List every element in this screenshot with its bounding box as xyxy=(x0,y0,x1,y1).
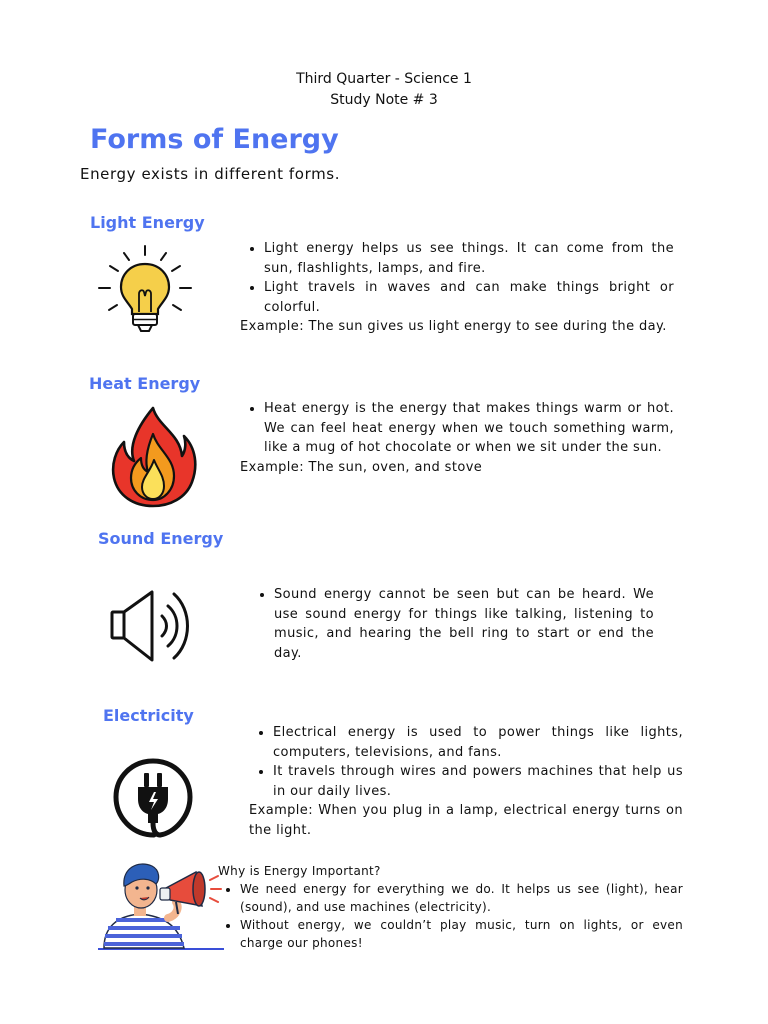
section-heading-heat: Heat Energy xyxy=(89,374,201,393)
page-title: Forms of Energy xyxy=(90,124,339,155)
example-text: Example: When you plug in a lamp, electrical energy turns on the light. xyxy=(249,803,683,838)
doc-header-line2: Study Note # 3 xyxy=(330,92,438,108)
section-heading-sound: Sound Energy xyxy=(98,529,224,548)
list-item: • Light travels in waves and can make things bright or colorful. xyxy=(264,278,674,317)
list-item: • Heat energy is the energy that makes things warm or hot. We can feel heat energy when we touch something warm, like a mug of hot chocolate or when we sit under the sun. xyxy=(264,399,674,458)
list-item: • Electrical energy is used to power things like lights, computers, televisions, and fans. xyxy=(273,723,683,762)
example-text: Example: The sun, oven, and stove xyxy=(240,459,483,475)
section-heading-light: Light Energy xyxy=(90,213,205,232)
light-energy-text xyxy=(240,239,674,337)
speaker-icon xyxy=(108,586,192,666)
electricity-text xyxy=(249,723,683,840)
fire-icon xyxy=(106,404,200,510)
plug-icon xyxy=(110,757,196,839)
list-item: • It travels through wires and powers machines that help us in our daily lives. xyxy=(273,762,683,801)
list-item: • Light energy helps us see things. It can come from the sun, flashlights, lamps, and fire. xyxy=(264,239,674,278)
list-item: • Sound energy cannot be seen but can be heard. We use sound energy for things like talking, listening to music, and hearing the bell ring to start or end the day. xyxy=(274,585,654,663)
sound-energy-text xyxy=(250,585,654,663)
intro-text: Energy exists in different forms. xyxy=(80,165,341,183)
list-item: • We need energy for everything we do. It helps us see (light), hear (sound), and use machines (electricity). xyxy=(240,880,683,916)
list-item: • Without energy, we couldn’t play music, turn on lights, or even charge our phones! xyxy=(240,916,683,952)
section-heading-electricity: Electricity xyxy=(103,706,194,725)
why-energy-title: Why is Energy Important? xyxy=(218,864,381,878)
light-bulb-icon xyxy=(96,244,194,336)
doc-header-line1: Third Quarter - Science 1 xyxy=(296,71,472,87)
person-megaphone-icon xyxy=(96,858,226,952)
why-energy-section xyxy=(218,862,683,952)
heat-energy-text xyxy=(240,399,674,477)
example-text: Example: The sun gives us light energy to see during the day. xyxy=(240,319,667,334)
